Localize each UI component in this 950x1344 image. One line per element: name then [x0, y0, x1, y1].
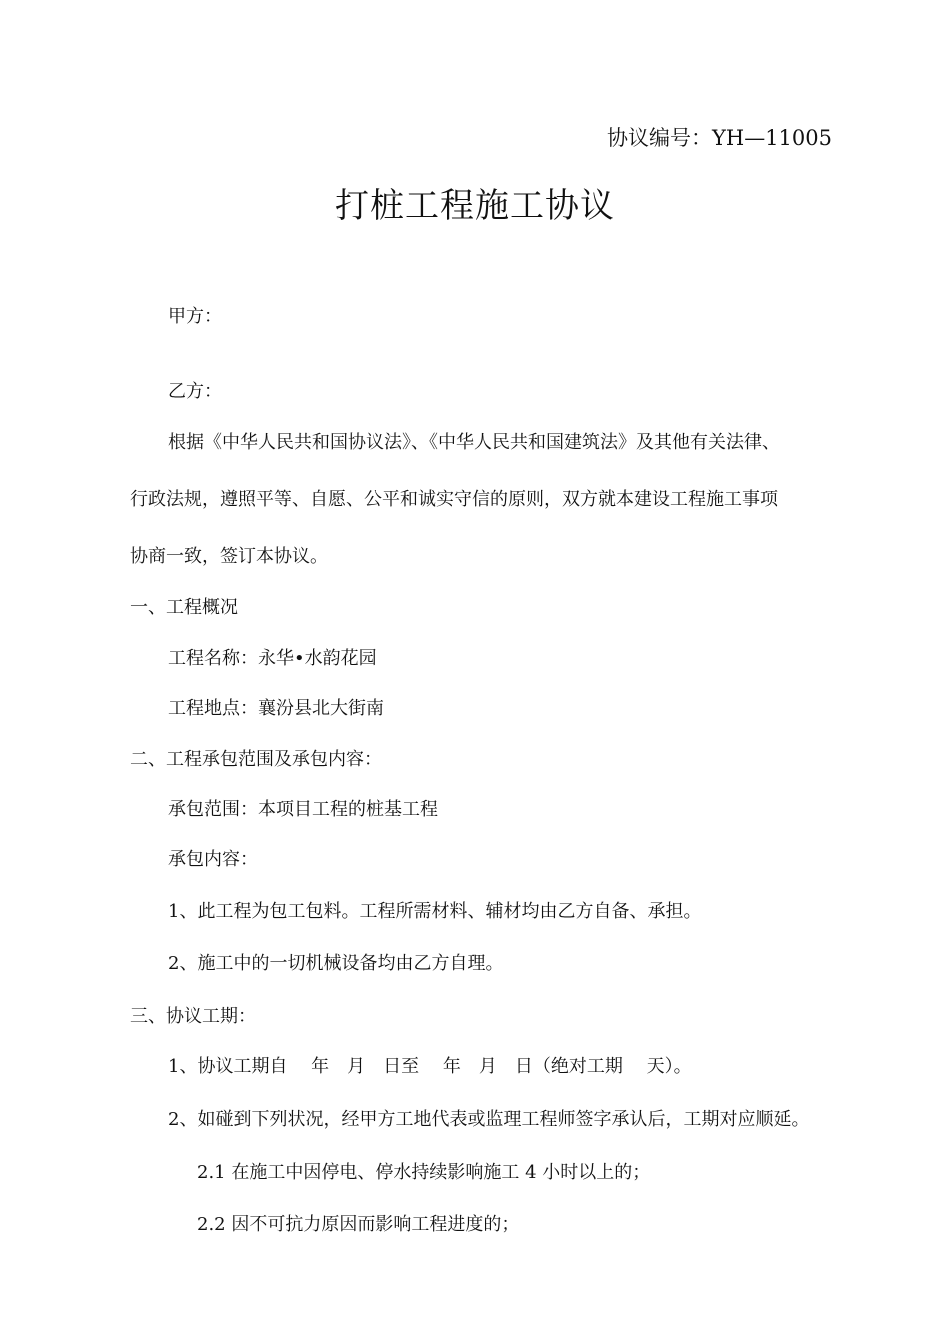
section-1-heading: 一、工程概况 [130, 597, 238, 618]
duration-sub-item-2: 2.2 因不可抗力原因而影响工程进度的； [197, 1214, 520, 1235]
section-3-heading: 三、协议工期： [130, 1006, 256, 1027]
preamble-line-2: 行政法规，遵照平等、自愿、公平和诚实守信的原则，双方就本建设工程施工事项 [130, 489, 778, 510]
contract-content-label: 承包内容： [168, 849, 258, 870]
project-name: 工程名称：永华•水韵花园 [168, 648, 377, 669]
section-2-heading: 二、工程承包范围及承包内容： [130, 749, 382, 770]
party-a-label: 甲方： [168, 306, 222, 327]
preamble-line-3: 协商一致，签订本协议。 [130, 546, 328, 567]
duration-item-1: 1、协议工期自 年 月 日至 年 月 日（绝对工期 天）。 [168, 1056, 692, 1077]
preamble-line-1: 根据《中华人民共和国协议法》、《中华人民共和国建筑法》及其他有关法律、 [168, 432, 780, 453]
document-title: 打桩工程施工协议 [335, 186, 615, 226]
contract-item-2: 2、施工中的一切机械设备均由乙方自理。 [168, 953, 504, 974]
party-b-label: 乙方： [168, 381, 222, 402]
agreement-number: 协议编号：YH—11005 [607, 126, 832, 150]
project-location: 工程地点：襄汾县北大街南 [168, 698, 384, 719]
duration-sub-item-1: 2.1 在施工中因停电、停水持续影响施工 4 小时以上的； [197, 1162, 651, 1183]
duration-item-2: 2、如碰到下列状况，经甲方工地代表或监理工程师签字承认后，工期对应顺延。 [168, 1109, 810, 1130]
contract-item-1: 1、此工程为包工包料。工程所需材料、辅材均由乙方自备、承担。 [168, 901, 702, 922]
contract-scope: 承包范围：本项目工程的桩基工程 [168, 799, 438, 820]
